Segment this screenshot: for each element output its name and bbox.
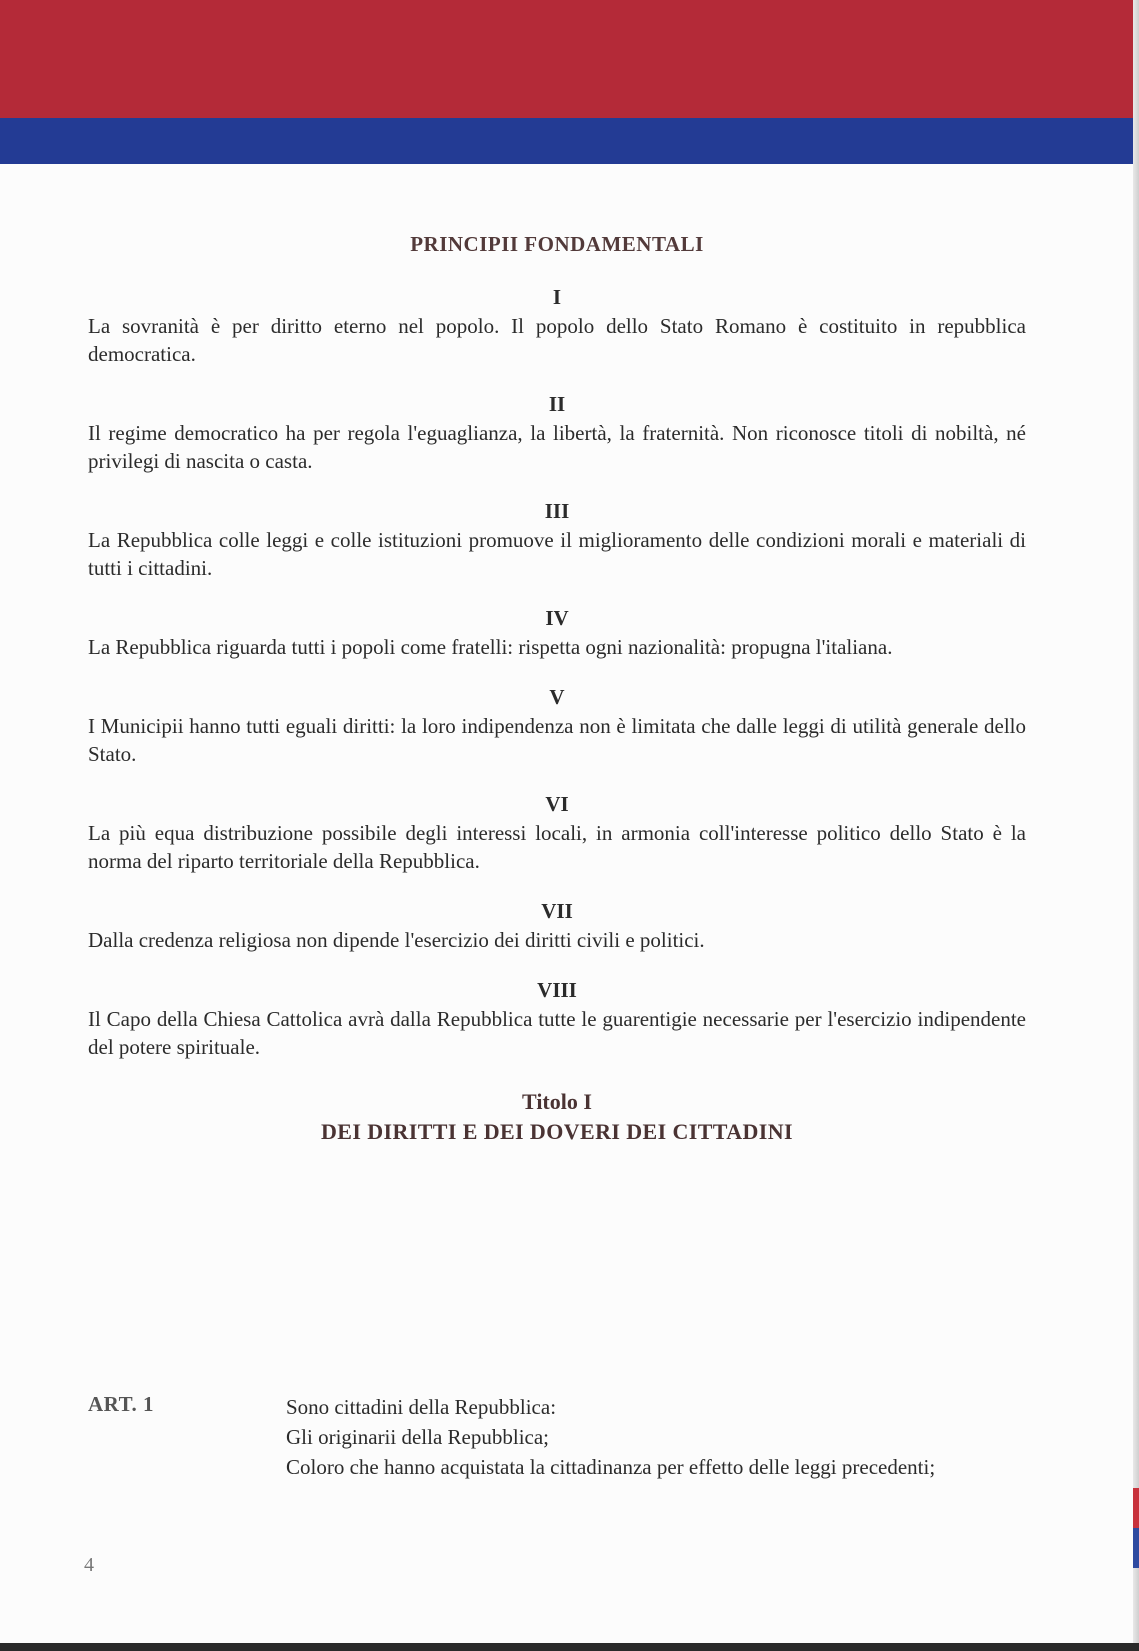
principle-text: Dalla credenza religiosa non dipende l'esercizio dei diritti civili e politici. bbox=[88, 928, 705, 952]
article-line: Gli originarii della Repubblica; bbox=[286, 1425, 550, 1449]
header-blue-band bbox=[0, 118, 1139, 164]
edge-red-mark bbox=[1133, 1488, 1139, 1528]
principle-numeral: VIII bbox=[537, 978, 577, 1002]
article-line: Coloro che hanno acquistata la cittadinanza per effetto delle leggi precedenti; bbox=[286, 1455, 936, 1479]
principle-numeral: V bbox=[549, 685, 565, 709]
principle-numeral: I bbox=[552, 285, 562, 309]
principle-text: La più equa distribuzione possibile degli interessi locali, in armonia coll'interesse politico dello Stato è la norma del riparto territoriale della Repubblica. bbox=[88, 821, 1026, 873]
principle-numeral: III bbox=[544, 499, 570, 523]
principle-numeral: VII bbox=[541, 899, 573, 923]
article-label: ART. 1 bbox=[88, 1392, 155, 1416]
principle-numeral: IV bbox=[545, 606, 569, 630]
principle-4 bbox=[88, 606, 1026, 661]
header-red-band bbox=[0, 0, 1139, 118]
principle-text: La Repubblica riguarda tutti i popoli come fratelli: rispetta ogni nazionalità: propugna l'italiana. bbox=[88, 635, 893, 659]
principle-6 bbox=[88, 792, 1026, 875]
principle-text: I Municipii hanno tutti eguali diritti: la loro indipendenza non è limitata che dalle leggi di utilità generale dello Stato. bbox=[88, 714, 1026, 766]
page-bottom-edge bbox=[0, 1643, 1139, 1651]
principle-text: La Repubblica colle leggi e colle istituzioni promuove il miglioramento delle condizioni morali e materiali di tutti i cittadini. bbox=[88, 528, 1026, 580]
page-right-edge bbox=[1133, 0, 1139, 1651]
principle-text: Il Capo della Chiesa Cattolica avrà dalla Repubblica tutte le guarentigie necessarie per l'esercizio indipendente del potere spirituale. bbox=[88, 1007, 1026, 1059]
principle-3 bbox=[88, 499, 1026, 582]
principle-7 bbox=[88, 899, 1026, 954]
principle-8 bbox=[88, 978, 1026, 1061]
title-section bbox=[88, 1087, 1026, 1147]
principle-numeral: II bbox=[548, 392, 566, 416]
page-number: 4 bbox=[84, 1554, 94, 1576]
principle-numeral: VI bbox=[545, 792, 569, 816]
article-body bbox=[286, 1392, 1026, 1482]
article-line: Sono cittadini della Repubblica: bbox=[286, 1395, 557, 1419]
edge-blue-mark bbox=[1133, 1528, 1139, 1568]
principles-section bbox=[88, 232, 1026, 1147]
principle-text: Il regime democratico ha per regola l'eguaglianza, la libertà, la fraternità. Non riconosce titoli di nobiltà, né privilegi di nascita o casta. bbox=[88, 421, 1026, 473]
principle-1 bbox=[88, 285, 1026, 368]
page-title: PRINCIPII FONDAMENTALI bbox=[410, 232, 704, 256]
principle-2 bbox=[88, 392, 1026, 475]
titolo-heading: DEI DIRITTI E DEI DOVERI DEI CITTADINI bbox=[320, 1119, 793, 1144]
titolo-label: Titolo I bbox=[522, 1089, 592, 1114]
principle-text: La sovranità è per diritto eterno nel popolo. Il popolo dello Stato Romano è costituito in repubblica democratica. bbox=[88, 314, 1026, 366]
principle-5 bbox=[88, 685, 1026, 768]
